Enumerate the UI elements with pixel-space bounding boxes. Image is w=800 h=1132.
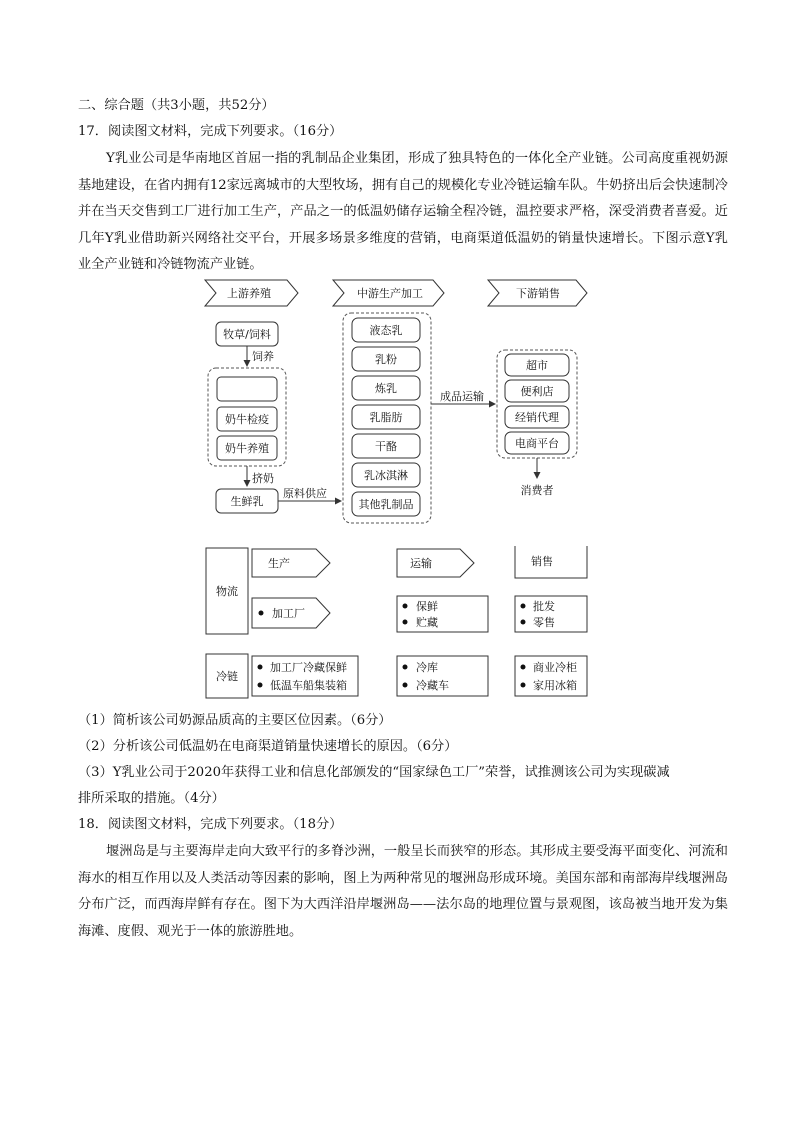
channels-column bbox=[505, 354, 569, 454]
q17-title: 17．阅读图文材料，完成下列要求。（16分） bbox=[78, 124, 343, 139]
q17-sub2: （2）分析该公司低温奶在电商渠道销量快速增长的原因。（6分） bbox=[78, 739, 458, 754]
product-label: 炼乳 bbox=[375, 382, 397, 395]
product-label: 干酪 bbox=[375, 440, 397, 453]
milking-label: 挤奶 bbox=[252, 472, 274, 485]
row-label-logistics bbox=[206, 548, 248, 634]
feed-box bbox=[216, 322, 278, 346]
coldchain-sales-cell bbox=[515, 656, 587, 696]
col-production-chevron bbox=[252, 549, 330, 577]
products-column bbox=[352, 318, 420, 516]
coldchain-production-cell bbox=[252, 656, 358, 696]
q17-sub3-line1: （3）Y乳业公司于2020年获得工业和信息化部颁发的“国家绿色工厂”荣誉，试推测该公司为实现碳减 bbox=[78, 765, 670, 780]
channel-label: 电商平台 bbox=[515, 437, 559, 450]
q17-material: Y乳业公司是华南地区首屈一指的乳制品企业集团，形成了独具特色的一体化全产业链。公司高度重视奶源基地建设，在省内拥有12家远离城市的大型牧场，拥有自己的规模化专业冷链运输车队。牛奶挤出后会快速制冷并在当天交售到工厂进行加工生产，产品之一的低温奶储存运输全程冷链，温控要求严格，深受消费者喜爱。近几年Y乳业借助新兴网络社交平台，开展多场景多维度的营销，电商渠道低温奶的销量快速增长。下图示意Y乳业全产业链和冷链物流产业链。 bbox=[78, 151, 728, 272]
svg-text:冷库: 冷库 bbox=[416, 661, 438, 674]
col-transport-chevron bbox=[397, 549, 474, 577]
col-sales-box bbox=[515, 546, 587, 578]
product-label: 乳脂肪 bbox=[369, 411, 403, 424]
channel-label: 超市 bbox=[526, 359, 548, 372]
channel-label: 经销代理 bbox=[515, 411, 559, 424]
product-box bbox=[352, 318, 420, 342]
svg-text:运输: 运输 bbox=[410, 557, 432, 570]
stage-upstream bbox=[205, 280, 298, 306]
svg-text:商业冷柜: 商业冷柜 bbox=[533, 661, 577, 674]
product-label: 乳粉 bbox=[375, 353, 397, 366]
product-label: 液态乳 bbox=[369, 324, 403, 337]
channel-label: 便利店 bbox=[520, 385, 554, 398]
logistics-transport-cell bbox=[397, 596, 488, 632]
product-box bbox=[352, 376, 420, 400]
cow-inspection-box bbox=[217, 407, 277, 431]
svg-text:下游销售: 下游销售 bbox=[516, 287, 560, 300]
logistics-production-cell bbox=[252, 598, 330, 628]
svg-text:家用冰箱: 家用冰箱 bbox=[533, 679, 577, 692]
product-box bbox=[352, 463, 420, 487]
svg-text:生产: 生产 bbox=[268, 557, 290, 570]
product-box bbox=[352, 434, 420, 458]
svg-text:牧草/饲料: 牧草/饲料 bbox=[223, 328, 271, 341]
svg-text:贮藏: 贮藏 bbox=[416, 616, 438, 629]
product-box bbox=[352, 492, 420, 516]
stage-downstream bbox=[488, 280, 587, 306]
blank-box bbox=[217, 377, 277, 401]
svg-text:奶牛养殖: 奶牛养殖 bbox=[225, 442, 269, 455]
q17-sub3-line2: 排所采取的措施。（4分） bbox=[78, 791, 225, 806]
channel-box bbox=[505, 354, 569, 376]
row-label-coldchain bbox=[206, 654, 248, 698]
svg-text:物流: 物流 bbox=[216, 585, 238, 598]
coldchain-transport-cell bbox=[397, 656, 488, 696]
channel-box bbox=[505, 432, 569, 454]
svg-text:生鲜乳: 生鲜乳 bbox=[230, 495, 264, 508]
svg-text:冷链: 冷链 bbox=[216, 670, 238, 683]
svg-text:加工厂冷藏保鲜: 加工厂冷藏保鲜 bbox=[270, 661, 347, 674]
raw-supply-label: 原料供应 bbox=[283, 487, 327, 500]
product-transport-label: 成品运输 bbox=[440, 390, 484, 403]
logistics-sales-cell bbox=[515, 596, 587, 632]
q17-sub1: （1）简析该公司奶源品质高的主要区位因素。（6分） bbox=[78, 713, 392, 728]
raw-milk-box bbox=[216, 489, 278, 513]
feeding-label: 饲养 bbox=[252, 350, 274, 363]
svg-text:中游生产加工: 中游生产加工 bbox=[357, 287, 423, 300]
svg-text:保鲜: 保鲜 bbox=[416, 600, 438, 613]
svg-text:低温车船集装箱: 低温车船集装箱 bbox=[270, 679, 347, 692]
channel-box bbox=[505, 380, 569, 402]
svg-text:加工厂: 加工厂 bbox=[272, 607, 305, 620]
stage-midstream bbox=[333, 280, 444, 306]
cow-breeding-box bbox=[217, 436, 277, 460]
product-box bbox=[352, 347, 420, 371]
svg-text:奶牛检疫: 奶牛检疫 bbox=[225, 413, 269, 426]
svg-text:冷藏车: 冷藏车 bbox=[416, 679, 449, 692]
channel-box bbox=[505, 406, 569, 428]
product-label: 乳冰淇淋 bbox=[364, 469, 408, 482]
q18-material: 堰洲岛是与主要海岸走向大致平行的多脊沙洲，一般呈长而狭窄的形态。其形成主要受海平面变化、河流和海水的相互作用以及人类活动等因素的影响，图上为两种常见的堰洲岛形成环境。美国东部和南部海岸线堰洲岛分布广泛，而西海岸鲜有存在。图下为大西洋沿岸堰洲岛——法尔岛的地理位置与景观图，该岛被当地开发为集海滩、度假、观光于一体的旅游胜地。 bbox=[78, 844, 728, 939]
svg-text:零售: 零售 bbox=[533, 616, 555, 629]
product-label: 其他乳制品 bbox=[358, 498, 414, 511]
section-heading: 二、综合题（共3小题，共52分） bbox=[78, 98, 275, 113]
q18-title: 18．阅读图文材料，完成下列要求。（18分） bbox=[78, 817, 343, 832]
svg-text:批发: 批发 bbox=[533, 600, 555, 613]
svg-text:上游养殖: 上游养殖 bbox=[227, 287, 271, 300]
product-box bbox=[352, 405, 420, 429]
consumer-label: 消费者 bbox=[520, 484, 554, 497]
svg-text:销售: 销售 bbox=[531, 555, 553, 568]
